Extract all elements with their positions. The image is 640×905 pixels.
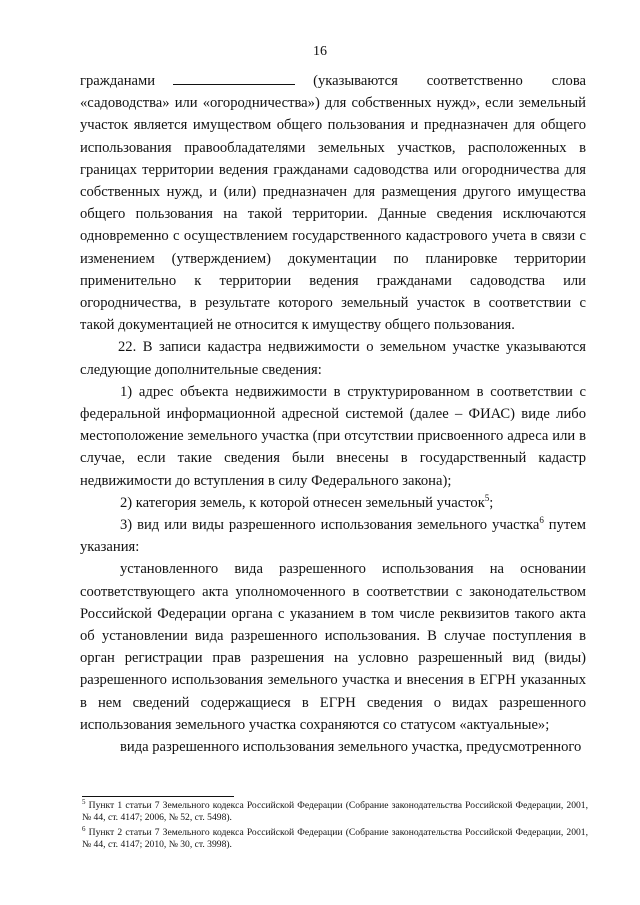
footnote-text: Пункт 2 статьи 7 Земельного кодекса Российской Федерации (Собрание законодательства Российской Федерации, 2001, № 44, ст. 4147; 2010, № 30, ст. 3998). xyxy=(82,826,588,851)
page-number: 16 xyxy=(313,44,327,59)
paragraph-subitem-1: 1) адрес объекта недвижимости в структурированном в соответствии с федеральной информационной адресной системой (далее – ФИАС) виде либо местоположение земельного участка (при отсутствии присвоенного адреса или в случае, если такие сведения были внесены в государственный кадастр недвижимости до вступления в силу Федерального закона); xyxy=(80,383,586,489)
footnote-text: Пункт 1 статьи 7 Земельного кодекса Российской Федерации (Собрание законодательства Российской Федерации, 2001, № 44, ст. 4147; 2006, № 52, ст. 5498). xyxy=(82,800,588,824)
paragraph-text-end: ; xyxy=(489,494,494,511)
footnote-mark: 5 xyxy=(82,797,86,806)
footnote-ref-5[interactable]: 5 xyxy=(484,493,490,503)
footnote-mark: 6 xyxy=(82,824,86,833)
paragraph-text: (указываются соответственно слова «садоводства» или «огородничества») для собственных нужд», если земельный участок является имуществом общего пользования и предназначен для общего использования правообладателями земельных участков, расположенных в границах территории ведения гражданами садоводства или огородничества для собственных нужд, и (или) предназначен для размещения другого имущества общего пользования на такой территории. Данные сведения исключаются одновременно с осуществлением государственного кадастрового учета в связи с изменением (утверждением) документации по планировке территории применительно к территории ведения гражданами садоводства или огородничества, в результате которого земельный участок в соответствии с такой документацией не относится к имуществу общего пользования. xyxy=(80,73,586,334)
footnote-5 xyxy=(82,797,588,825)
paragraph-start: гражданами xyxy=(80,73,156,89)
document-body xyxy=(80,70,586,758)
paragraph-text: 2) категория земель, к которой отнесен земельный участок xyxy=(120,494,485,511)
paragraph-subitem-2 xyxy=(80,492,586,514)
paragraph-text-end: путем указания: xyxy=(80,517,586,556)
paragraph-subitem-3 xyxy=(80,514,586,558)
paragraph-land-common-use xyxy=(80,70,586,336)
footnotes xyxy=(82,797,588,854)
paragraph-use-type-cont: вида разрешенного использования земельного участка, предусмотренного xyxy=(120,739,582,756)
footnote-divider xyxy=(82,796,234,797)
paragraph-item-22: 22. В записи кадастра недвижимости о земельном участке указываются следующие дополнительные сведения: xyxy=(80,339,586,378)
footnote-ref-6[interactable]: 6 xyxy=(539,515,544,526)
footnote-6 xyxy=(82,824,588,852)
paragraph-text: 3) вид или виды разрешенного использования земельного участка xyxy=(120,517,540,534)
paragraph-established-use: установленного вида разрешенного использования на основании соответствующего акта уполномоченного в соответствии с законодательством Российской Федерации органа с указанием в том числе реквизитов такого акта об установлении вида разрешенного использования. В случае поступления в орган регистрации прав разрешения на условно разрешенный вид (виды) разрешенного использования земельного участка и внесения в ЕГРН указанных в нем сведений содержащиеся в ЕГРН сведения о видах разрешенного использования земельного участка сохраняются со статусом «актуальные»; xyxy=(80,561,586,733)
blank-fill-line xyxy=(173,73,295,85)
